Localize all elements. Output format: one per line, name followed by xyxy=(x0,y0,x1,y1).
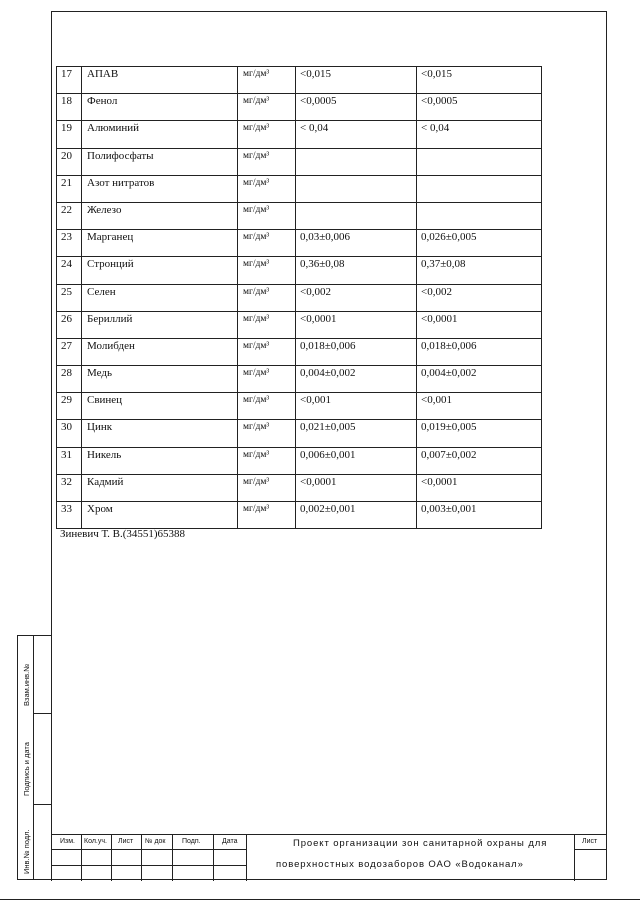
value-sample-2: 0,37±0,08 xyxy=(417,257,542,284)
row-number: 27 xyxy=(57,338,82,365)
value-sample-2 xyxy=(417,202,542,229)
parameter-name: Хром xyxy=(82,502,238,529)
unit-cell: мг/дм³ xyxy=(238,447,296,474)
sheet-label: Лист xyxy=(582,838,598,845)
unit-cell: мг/дм³ xyxy=(238,121,296,148)
value-sample-1 xyxy=(296,175,417,202)
parameter-name: Стронций xyxy=(82,257,238,284)
value-sample-2: <0,0001 xyxy=(417,311,542,338)
unit-cell: мг/дм³ xyxy=(238,94,296,121)
value-sample-1: < 0,04 xyxy=(296,121,417,148)
value-sample-1: 0,002±0,001 xyxy=(296,502,417,529)
table-row xyxy=(57,148,542,175)
side-label-sign-date: Подпись и дата xyxy=(22,742,31,796)
stamp-header-list: Лист xyxy=(118,838,134,845)
stamp-header-izm: Изм. xyxy=(60,838,75,845)
value-sample-1: <0,0005 xyxy=(296,94,417,121)
value-sample-2: <0,001 xyxy=(417,393,542,420)
row-number: 33 xyxy=(57,502,82,529)
side-label-inv-orig: Инв.№ подл. xyxy=(22,829,31,874)
value-sample-1: <0,0001 xyxy=(296,311,417,338)
table-row xyxy=(57,121,542,148)
unit-cell: мг/дм³ xyxy=(238,366,296,393)
value-sample-2: 0,003±0,001 xyxy=(417,502,542,529)
value-sample-2 xyxy=(417,175,542,202)
stamp-header-kol-uch: Кол.уч. xyxy=(84,838,107,845)
document-title-line2: поверхностных водозаборов ОАО «Водоканал» xyxy=(276,859,524,870)
value-sample-2: < 0,04 xyxy=(417,121,542,148)
value-sample-1: 0,03±0,006 xyxy=(296,230,417,257)
unit-cell: мг/дм³ xyxy=(238,474,296,501)
table-row xyxy=(57,420,542,447)
parameter-name: Селен xyxy=(82,284,238,311)
table-row xyxy=(57,447,542,474)
row-number: 31 xyxy=(57,447,82,474)
parameter-name: Свинец xyxy=(82,393,238,420)
unit-cell: мг/дм³ xyxy=(238,175,296,202)
value-sample-1: 0,36±0,08 xyxy=(296,257,417,284)
parameter-name: Медь xyxy=(82,366,238,393)
row-number: 32 xyxy=(57,474,82,501)
unit-cell: мг/дм³ xyxy=(238,202,296,229)
value-sample-2: <0,015 xyxy=(417,67,542,94)
parameter-name: Кадмий xyxy=(82,474,238,501)
value-sample-1: 0,006±0,001 xyxy=(296,447,417,474)
title-block xyxy=(51,834,607,880)
row-number: 20 xyxy=(57,148,82,175)
stamp-header-doc: № док xyxy=(145,838,166,845)
table-row xyxy=(57,502,542,529)
unit-cell: мг/дм³ xyxy=(238,284,296,311)
unit-cell: мг/дм³ xyxy=(238,393,296,420)
side-label-vzam-inv: Взам.инв.№ xyxy=(22,663,31,706)
side-stamp-strip xyxy=(17,635,51,880)
row-number: 29 xyxy=(57,393,82,420)
value-sample-1: <0,015 xyxy=(296,67,417,94)
value-sample-2: 0,018±0,006 xyxy=(417,338,542,365)
row-number: 21 xyxy=(57,175,82,202)
document-title-line1: Проект организации зон санитарной охраны для xyxy=(293,838,548,849)
row-number: 25 xyxy=(57,284,82,311)
row-number: 26 xyxy=(57,311,82,338)
value-sample-1: 0,021±0,005 xyxy=(296,420,417,447)
value-sample-1: 0,004±0,002 xyxy=(296,366,417,393)
table-row xyxy=(57,284,542,311)
measurements-table xyxy=(56,66,542,529)
value-sample-2: 0,004±0,002 xyxy=(417,366,542,393)
row-number: 17 xyxy=(57,67,82,94)
table-row xyxy=(57,175,542,202)
value-sample-2: <0,0005 xyxy=(417,94,542,121)
value-sample-2: <0,0001 xyxy=(417,474,542,501)
value-sample-2: 0,019±0,005 xyxy=(417,420,542,447)
row-number: 18 xyxy=(57,94,82,121)
row-number: 30 xyxy=(57,420,82,447)
unit-cell: мг/дм³ xyxy=(238,420,296,447)
value-sample-2: 0,007±0,002 xyxy=(417,447,542,474)
parameter-name: Марганец xyxy=(82,230,238,257)
parameter-name: Цинк xyxy=(82,420,238,447)
parameter-name: Железо xyxy=(82,202,238,229)
unit-cell: мг/дм³ xyxy=(238,67,296,94)
parameter-name: Полифосфаты xyxy=(82,148,238,175)
table-row xyxy=(57,94,542,121)
value-sample-2: 0,026±0,005 xyxy=(417,230,542,257)
row-number: 24 xyxy=(57,257,82,284)
row-number: 28 xyxy=(57,366,82,393)
table-row xyxy=(57,257,542,284)
table-row xyxy=(57,202,542,229)
row-number: 23 xyxy=(57,230,82,257)
table-row xyxy=(57,366,542,393)
table-row xyxy=(57,67,542,94)
stamp-header-date: Дата xyxy=(222,838,238,845)
value-sample-2: <0,002 xyxy=(417,284,542,311)
row-number: 22 xyxy=(57,202,82,229)
table-row xyxy=(57,338,542,365)
parameter-name: Бериллий xyxy=(82,311,238,338)
value-sample-1 xyxy=(296,202,417,229)
table-row xyxy=(57,393,542,420)
contact-line: Зиневич Т. В.(34551)65388 xyxy=(60,528,186,540)
value-sample-1 xyxy=(296,148,417,175)
parameter-name: Молибден xyxy=(82,338,238,365)
value-sample-1: 0,018±0,006 xyxy=(296,338,417,365)
parameter-name: АПАВ xyxy=(82,67,238,94)
unit-cell: мг/дм³ xyxy=(238,230,296,257)
parameter-name: Алюминий xyxy=(82,121,238,148)
unit-cell: мг/дм³ xyxy=(238,311,296,338)
parameter-name: Азот нитратов xyxy=(82,175,238,202)
unit-cell: мг/дм³ xyxy=(238,502,296,529)
value-sample-1: <0,002 xyxy=(296,284,417,311)
value-sample-1: <0,001 xyxy=(296,393,417,420)
table-row xyxy=(57,474,542,501)
row-number: 19 xyxy=(57,121,82,148)
unit-cell: мг/дм³ xyxy=(238,338,296,365)
table-row xyxy=(57,311,542,338)
unit-cell: мг/дм³ xyxy=(238,257,296,284)
parameter-name: Никель xyxy=(82,447,238,474)
parameter-name: Фенол xyxy=(82,94,238,121)
table-row xyxy=(57,230,542,257)
bottom-rule xyxy=(0,899,640,900)
value-sample-1: <0,0001 xyxy=(296,474,417,501)
unit-cell: мг/дм³ xyxy=(238,148,296,175)
stamp-header-podp: Подп. xyxy=(182,838,201,845)
value-sample-2 xyxy=(417,148,542,175)
